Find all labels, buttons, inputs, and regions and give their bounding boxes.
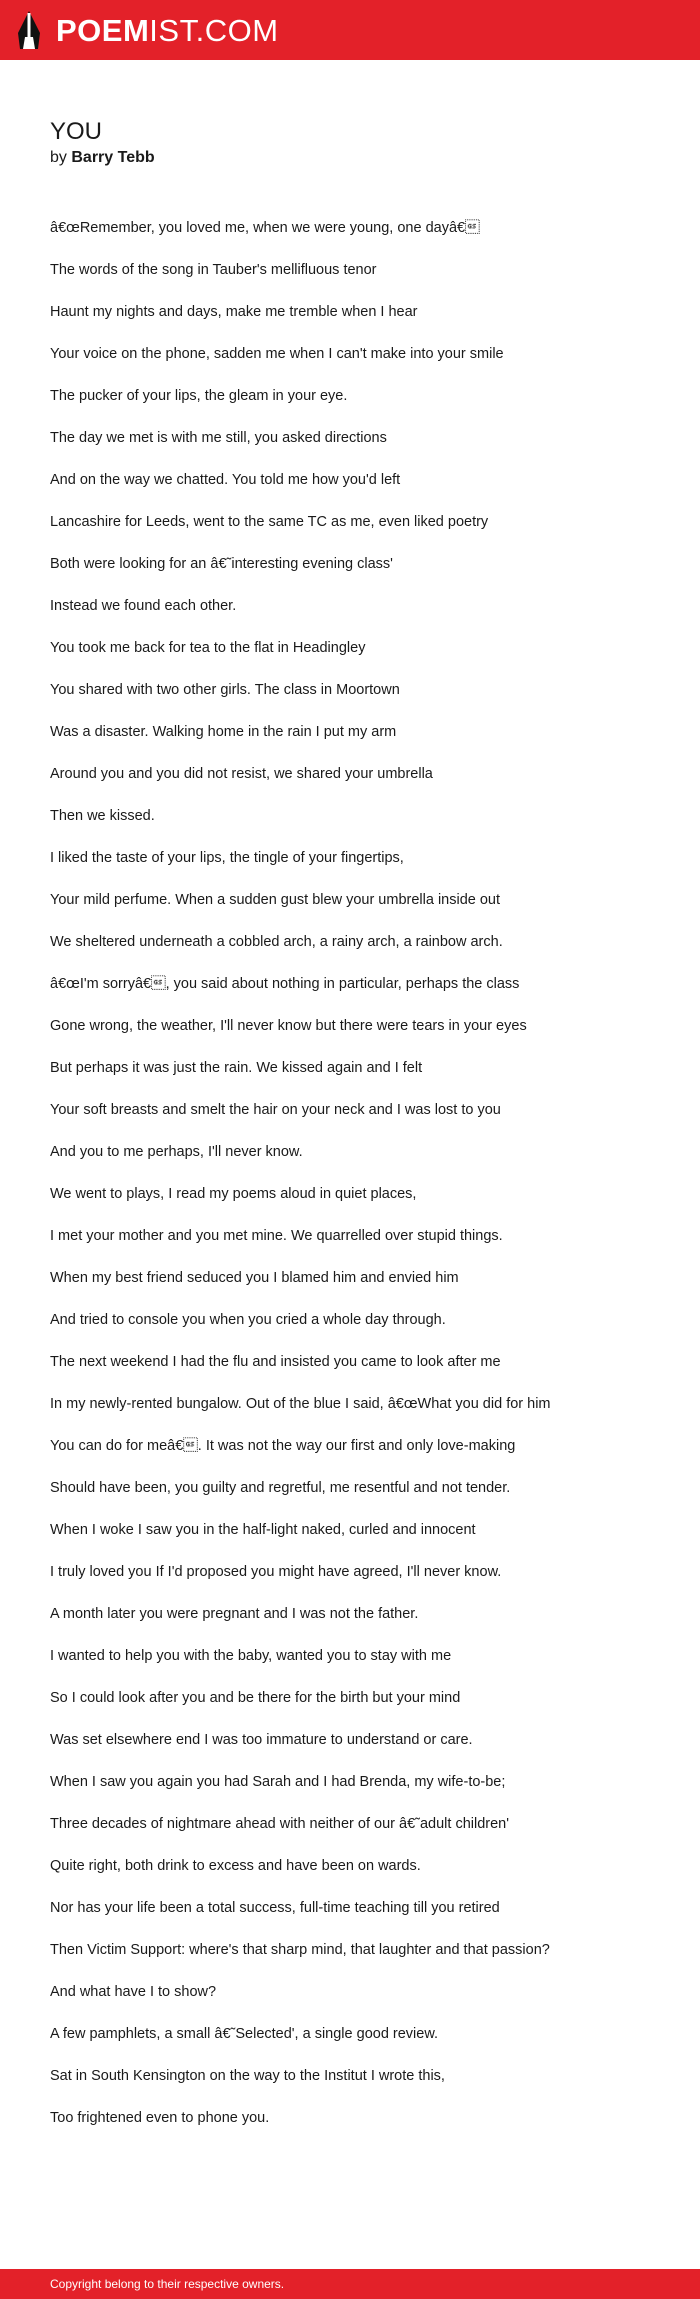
- poem-line: Your soft breasts and smelt the hair on your neck and I was lost to you: [50, 1102, 501, 1118]
- poem-header: [50, 117, 570, 169]
- poem-line: And on the way we chatted. You told me how you'd left: [50, 472, 401, 488]
- poem-line: You shared with two other girls. The class in Moortown: [50, 682, 400, 698]
- poem-line: I liked the taste of your lips, the tingle of your fingertips,: [50, 850, 404, 866]
- poem-line: I wanted to help you with the baby, wanted you to stay with me: [50, 1648, 452, 1664]
- poem-line: â€œRemember, you loved me, when we were young, one dayâ€: [50, 220, 480, 236]
- copyright-text: Copyright belong to their respective owners.: [50, 2277, 285, 2291]
- poem-line: We went to plays, I read my poems aloud in quiet places,: [50, 1186, 417, 1202]
- poem-line: Quite right, both drink to excess and have been on wards.: [50, 1858, 421, 1874]
- poem-line: Nor has your life been a total success, full-time teaching till you retired: [50, 1900, 500, 1916]
- poem-line: Gone wrong, the weather, I'll never know but there were tears in your eyes: [50, 1018, 527, 1034]
- poem-line: Haunt my nights and days, make me tremble when I hear: [50, 304, 418, 320]
- poem-line: You can do for meâ€ . It was not the way our first and only love-making: [50, 1438, 516, 1454]
- poem-line: In my newly-rented bungalow. Out of the blue I said, â€œWhat you did for him: [50, 1396, 551, 1412]
- poem-line: Should have been, you guilty and regretful, me resentful and not tender.: [50, 1480, 511, 1496]
- poem-author: Barry Tebb: [71, 149, 155, 166]
- poem-body: [50, 218, 570, 2150]
- site-footer: [0, 2269, 700, 2299]
- logo-text-light: IST.COM: [149, 12, 279, 48]
- poem-line: The next weekend I had the flu and insisted you came to look after me: [50, 1354, 501, 1370]
- poem-line: Was set elsewhere end I was too immature to understand or care.: [50, 1732, 473, 1748]
- poem-line: And what have I to show?: [50, 1984, 217, 2000]
- poem-line: Instead we found each other.: [50, 598, 237, 614]
- site-header: [0, 0, 700, 60]
- poem-line: Then Victim Support: where's that sharp mind, that laughter and that passion?: [50, 1942, 550, 1958]
- poem-line: Both were looking for an â€˜interesting evening class': [50, 556, 393, 572]
- poem-line: Three decades of nightmare ahead with neither of our â€˜adult children': [50, 1816, 509, 1832]
- poem-line: The day we met is with me still, you asked directions: [50, 430, 387, 446]
- pen-nib-icon: [16, 9, 42, 51]
- poem-line: Around you and you did not resist, we shared your umbrella: [50, 766, 433, 782]
- poem-line: And tried to console you when you cried a whole day through.: [50, 1312, 446, 1328]
- by-label: by: [50, 149, 67, 166]
- poem-line: So I could look after you and be there for the birth but your mind: [50, 1690, 461, 1706]
- poem-line: A month later you were pregnant and I was not the father.: [50, 1606, 419, 1622]
- poem-line: When I saw you again you had Sarah and I had Brenda, my wife-to-be;: [50, 1774, 506, 1790]
- poem-line: I met your mother and you met mine. We quarrelled over stupid things.: [50, 1228, 503, 1244]
- poem-line: Sat in South Kensington on the way to the Institut I wrote this,: [50, 2068, 445, 2084]
- poem-title: YOU: [50, 118, 103, 145]
- logo-text-bold: POEM: [56, 12, 150, 48]
- site-logo[interactable]: [16, 0, 279, 60]
- poem-line: You took me back for tea to the flat in Headingley: [50, 640, 366, 656]
- poem-line: Was a disaster. Walking home in the rain I put my arm: [50, 724, 397, 740]
- site-logo-text: [56, 12, 279, 48]
- poem-line: When my best friend seduced you I blamed him and envied him: [50, 1270, 459, 1286]
- poem-line: Your mild perfume. When a sudden gust blew your umbrella inside out: [50, 892, 501, 908]
- poem-line: Too frightened even to phone you.: [50, 2110, 270, 2126]
- poem-line: Lancashire for Leeds, went to the same TC as me, even liked poetry: [50, 514, 489, 530]
- poem-line: When I woke I saw you in the half-light naked, curled and innocent: [50, 1522, 476, 1538]
- poem-line: But perhaps it was just the rain. We kissed again and I felt: [50, 1060, 423, 1076]
- poem-line: The words of the song in Tauber's mellifluous tenor: [50, 262, 377, 278]
- poem-line: Your voice on the phone, sadden me when I can't make into your smile: [50, 346, 504, 362]
- poem-line: Then we kissed.: [50, 808, 155, 824]
- poem-line: I truly loved you If I'd proposed you might have agreed, I'll never know.: [50, 1564, 502, 1580]
- poem-line: A few pamphlets, a small â€˜Selected', a single good review.: [50, 2026, 439, 2042]
- poem-line: â€œI'm sorryâ€ , you said about nothing in particular, perhaps the class: [50, 976, 520, 992]
- poem-line: We sheltered underneath a cobbled arch, a rainy arch, a rainbow arch.: [50, 934, 503, 950]
- poem-line: And you to me perhaps, I'll never know.: [50, 1144, 303, 1160]
- poem-byline: [50, 147, 570, 169]
- poem-line: The pucker of your lips, the gleam in your eye.: [50, 388, 348, 404]
